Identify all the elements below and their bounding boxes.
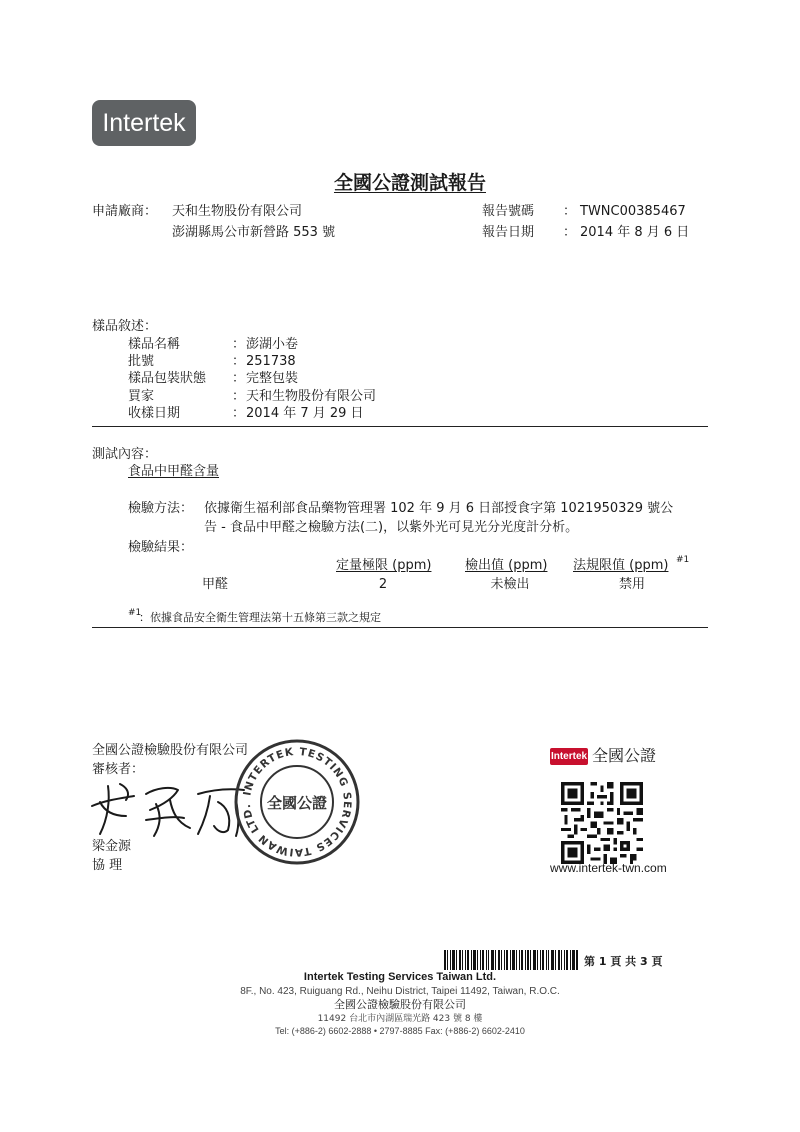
company-seal [233,738,361,866]
footer-phone: Tel: (+886-2) 6602-2888 • 2797-8885 Fax: (+886-2) 6602-2410 [275,1026,525,1036]
test-heading: 測試內容： [92,447,158,462]
column-header-detected: 檢出值 (ppm) [465,558,548,573]
handwritten-signature [86,776,256,840]
applicant-label: 申請廠商： [92,204,158,219]
sample-field-value: 251738 [246,354,296,369]
sample-field-label: 收樣日期 [128,406,181,421]
method-text-line2: 告 - 食品中甲醛之檢驗方法(二)，以紫外光可見光分光度計分析。 [204,520,579,535]
footer-company-en: Intertek Testing Services Taiwan Ltd. [303,971,497,983]
sample-field-colon: ： [232,354,246,369]
applicant-address: 澎湖縣馬公市新營路 553 號 [172,225,336,240]
limit-value: 禁用 [618,577,645,592]
report-date-label: 報告日期 [482,225,535,240]
sample-field-value: 澎湖小卷 [246,337,299,352]
column-note-mark: #1 [676,555,690,565]
report-date: 2014 年 8 月 6 日 [580,225,690,240]
sample-field-label: 樣品名稱 [128,337,181,352]
signer-title: 協 理 [92,858,123,873]
result-label: 檢驗結果： [128,540,194,555]
badge-logo: Intertek [550,748,588,765]
loq-value: 2 [378,577,388,592]
test-item: 食品中甲醛含量 [128,464,220,479]
footer-address-zh: 11492 台北市內湖區瑞光路 423 號 8 樓 [317,1014,483,1024]
report-number: TWNC00385467 [580,204,686,219]
report-date-colon: ： [563,225,577,240]
seal-ring-text: INTERTEK TESTING SERVICES TAIWAN LTD. [240,745,354,859]
barcode [444,950,578,970]
sample-field-value: 完整包裝 [246,371,299,386]
applicant-name: 天和生物股份有限公司 [172,204,303,219]
sample-field-value: 2014 年 7 月 29 日 [246,406,364,421]
sample-heading: 樣品敘述： [92,319,158,334]
method-label: 檢驗方法： [128,501,194,516]
section-divider [92,627,708,628]
signature-company: 全國公證檢驗股份有限公司 [92,743,249,758]
analyte-name: 甲醛 [202,577,229,592]
sample-field-label: 買家 [128,389,155,404]
footnote-mark: #1 [128,608,142,618]
reviewer-label: 審核者： [92,762,145,777]
signer-name: 梁金源 [92,839,132,854]
section-divider [92,426,708,427]
sample-field-colon: ： [232,371,246,386]
qr-code [561,782,643,864]
sample-field-colon: ： [232,389,246,404]
sample-field-value: 天和生物股份有限公司 [246,389,377,404]
sample-field-colon: ： [232,337,246,352]
method-text-line1: 依據衛生福利部食品藥物管理署 102 年 9 月 6 日部授食字第 1021950329 號公 [204,501,674,516]
seal-center-text: 全國公證 [266,794,328,812]
sample-field-colon: ： [232,406,246,421]
page-title: 全國公證測試報告 [333,172,486,194]
badge-text: 全國公證 [592,746,657,765]
sample-field-label: 樣品包裝狀態 [128,371,207,386]
report-number-label: 報告號碼 [482,204,535,219]
page-indicator: 第 1 頁 共 3 頁 [584,955,663,968]
footer-company-zh: 全國公證檢驗股份有限公司 [334,998,466,1011]
report-number-colon: ： [563,204,577,219]
column-header-limit: 法規限值 (ppm) [573,558,669,573]
detected-value: 未檢出 [490,577,530,592]
footnote-text: ：依據食品安全衛生管理法第十五條第三款之規定 [139,611,381,624]
sample-field-label: 批號 [128,354,155,369]
intertek-logo: Intertek [92,100,196,146]
badge-url: www.intertek-twn.com [550,861,667,875]
footer-address-en: 8F., No. 423, Ruiguang Rd., Neihu District, Taipei 11492, Taiwan, R.O.C. [240,986,560,997]
column-header-loq: 定量極限 (ppm) [336,558,432,573]
